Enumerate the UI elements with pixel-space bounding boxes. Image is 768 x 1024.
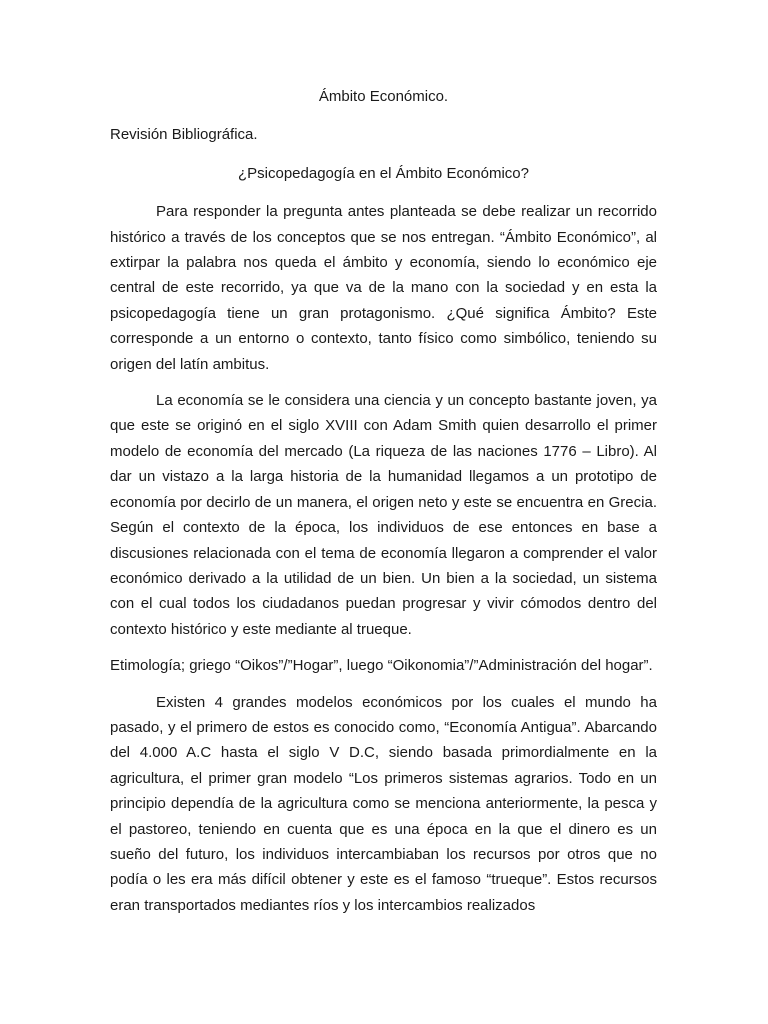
document-body xyxy=(110,84,657,929)
section-question-heading: ¿Psicopedagogía en el Ámbito Económico? xyxy=(237,164,529,182)
paragraph-etimologia: Etimología; griego “Oikos”/”Hogar”, luego “Oikonomia”/”Administración del hogar”. xyxy=(110,657,653,675)
document-title: Ámbito Económico. xyxy=(318,88,449,105)
paragraph-ambito: Para responder la pregunta antes planteada se debe realizar un recorrido histórico a través de los conceptos que se nos entregan. “Ámbito Económico”, al extirpar la palabra nos queda el ámbito y economía, siendo lo económico eje central de este recorrido, ya que va de la mano con la sociedad y en esta la psicopedagogía tiene un gran protagonismo. ¿Qué significa Ámbito? Este corresponde a un entorno o contexto, tanto físico como simbólico, teniendo su origen del latín ambitus. xyxy=(110,203,657,373)
document-subtitle: Revisión Bibliográfica. xyxy=(110,126,258,144)
paragraph-economia-history: La economía se le considera una ciencia y un concepto bastante joven, ya que este se originó en el siglo XVIII con Adam Smith quien desarrollo el primer modelo de economía del mercado (La riqueza de las naciones 1776 – Libro). Al dar un vistazo a la larga historia de la humanidad llegamos a un prototipo de economía por decirlo de un manera, el origen neto y este se encuentra en Grecia. Según el contexto de la época, los individuos de ese entonces en base a discusiones relacionada con el tema de economía llegaron a comprender el valor económico derivado a la utilidad de un bien. Un bien a la sociedad, un sistema con el cual todos los ciudadanos puedan progresar y vivir cómodos dentro del contexto histórico y este mediante al trueque. xyxy=(110,392,657,638)
paragraph-economic-models: Existen 4 grandes modelos económicos por los cuales el mundo ha pasado, y el primero de estos es conocido como, “Economía Antigua”. Abarcando del 4.000 A.C hasta el siglo V D.C, siendo basada primordialmente en la agricultura, el primer gran modelo “Los primeros sistemas agrarios. Todo en un principio dependía de la agricultura como se menciona anteriormente, la pesca y el pastoreo, teniendo en cuenta que es una época en la que el dinero es un sueño del futuro, los individuos intercambiaban los recursos por otros que no podía o les era más difícil obtener y este es el famoso “trueque”. Estos recursos eran transportados mediantes ríos y los intercambios realizados xyxy=(110,693,657,914)
